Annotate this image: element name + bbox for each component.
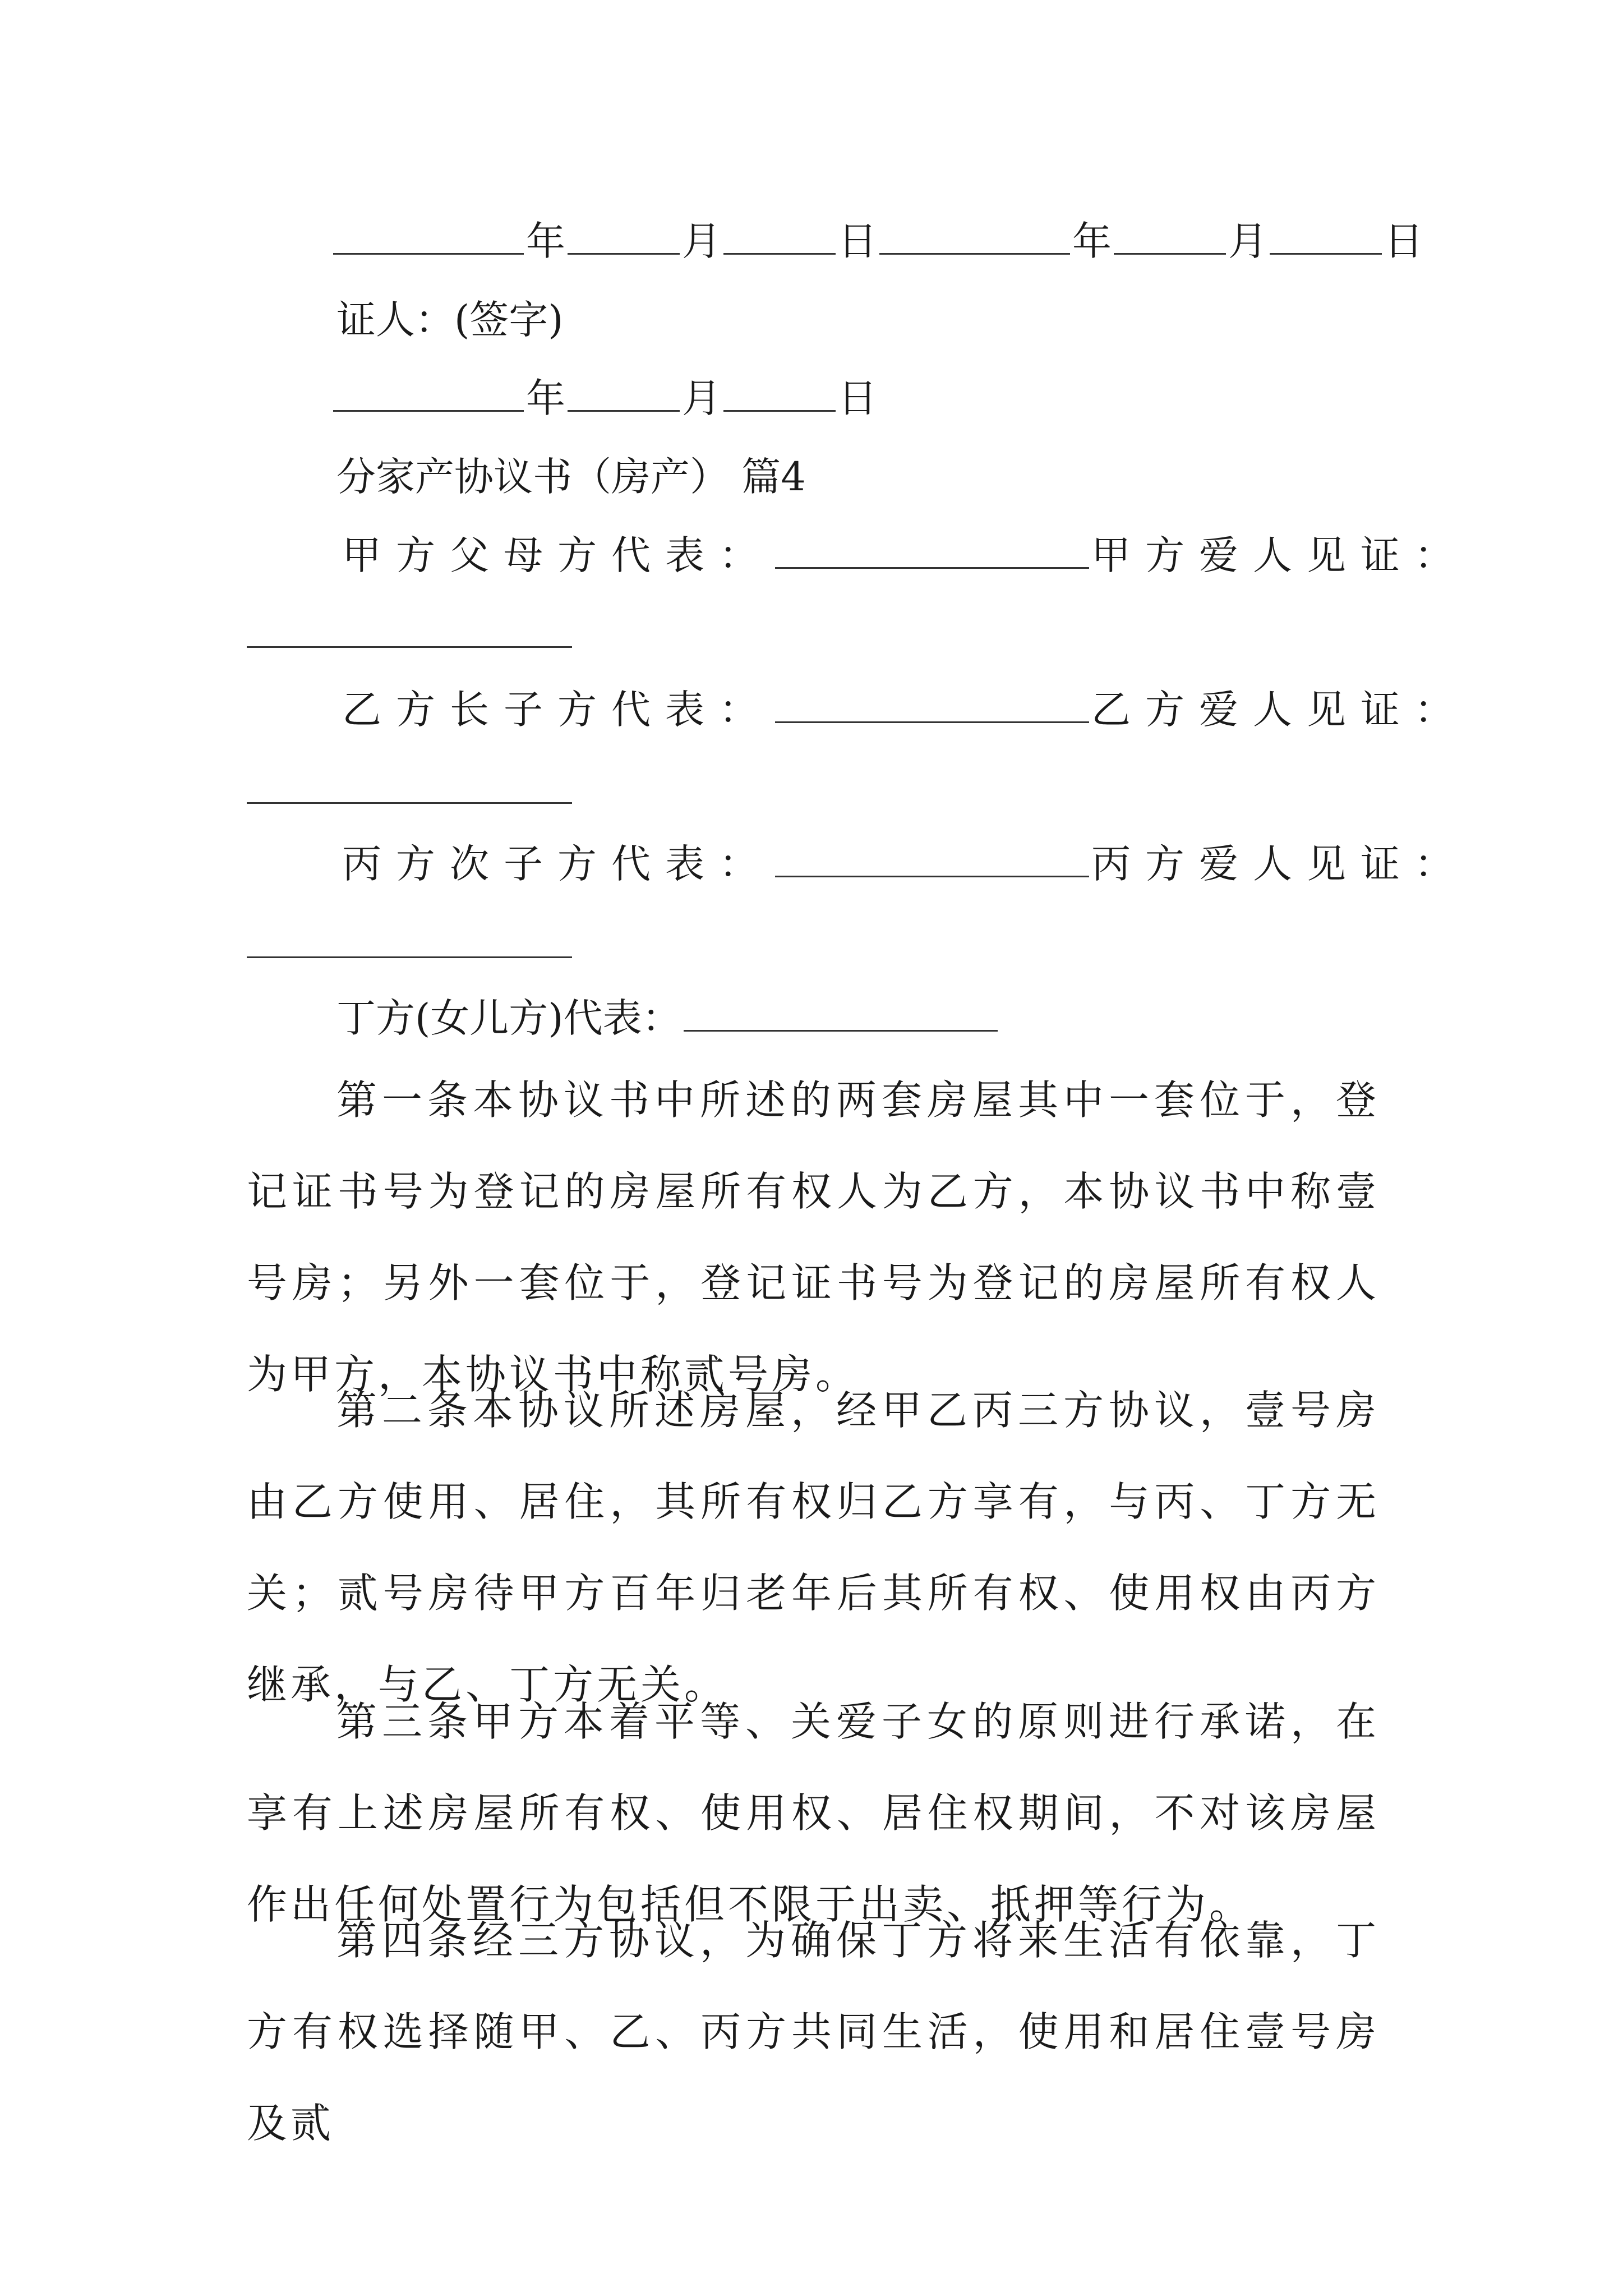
year-label: 年 xyxy=(526,375,565,421)
blank-month[interactable] xyxy=(1114,214,1226,255)
party-c-witness-field[interactable] xyxy=(247,956,572,958)
blank-day[interactable] xyxy=(723,371,836,412)
party-b-field[interactable] xyxy=(775,682,1089,723)
year-label: 年 xyxy=(526,218,565,264)
witness-date-line xyxy=(331,370,877,426)
article-3: 第三条甲方本着平等、关爱子女的原则进行承诺，在享有上述房屋所有权、使用权、居住权期间，不对该房屋作出任何处置行为包括但不限于出卖、抵押等行为。 xyxy=(247,1698,1380,1928)
party-a-witness-label: 甲方爱人见证： xyxy=(1091,532,1468,578)
blank-year[interactable] xyxy=(333,214,524,255)
party-d-field[interactable] xyxy=(684,991,998,1032)
day-label: 日 xyxy=(838,375,877,421)
day-label: 日 xyxy=(1384,218,1423,264)
witness-signature-label: 证人：(签字) xyxy=(336,297,564,343)
party-d-label: 丁方(女儿方)代表： xyxy=(336,995,681,1041)
blank-day[interactable] xyxy=(723,214,836,255)
party-b-witness-label: 乙方爱人见证： xyxy=(1091,687,1468,733)
day-label: 日 xyxy=(838,218,877,264)
blank-month[interactable] xyxy=(568,371,680,412)
blank-year[interactable] xyxy=(879,214,1070,255)
month-label: 月 xyxy=(682,218,721,264)
party-b-witness-field[interactable] xyxy=(247,802,572,804)
signature-date-line-double xyxy=(331,213,1423,269)
blank-year[interactable] xyxy=(333,371,524,412)
party-c-witness-label: 丙方爱人见证： xyxy=(1091,841,1468,887)
party-a-witness-field[interactable] xyxy=(247,646,572,648)
month-label: 月 xyxy=(1228,218,1267,264)
party-b-label: 乙方长子方代表： xyxy=(342,687,773,733)
party-c-row xyxy=(342,836,1468,892)
blank-month[interactable] xyxy=(568,214,680,255)
year-label: 年 xyxy=(1072,218,1112,264)
party-a-field[interactable] xyxy=(775,528,1089,569)
section-title: 分家产协议书（房产） 篇4 xyxy=(336,454,806,500)
month-label: 月 xyxy=(682,375,721,421)
party-a-row xyxy=(342,527,1468,583)
article-1: 第一条本协议书中所述的两套房屋其中一套位于，登记证书号为登记的房屋所有权人为乙方，本协议书中称壹号房；另外一套位于，登记证书号为登记的房屋所有权人为甲方，本协议书中称贰号房。 xyxy=(247,1076,1380,1398)
article-4: 第四条经三方协议，为确保丁方将来生活有依靠，丁方有权选择随甲、乙、丙方共同生活，使用和居住壹号房及贰 xyxy=(247,1917,1380,2147)
party-c-label: 丙方次子方代表： xyxy=(342,841,773,887)
party-c-field[interactable] xyxy=(775,836,1089,877)
article-2: 第二条本协议所述房屋，经甲乙丙三方协议，壹号房由乙方使用、居住，其所有权归乙方享有，与丙、丁方无关；贰号房待甲方百年归老年后其所有权、使用权由丙方继承，与乙、丁方无关。 xyxy=(247,1387,1380,1708)
party-b-row xyxy=(342,682,1468,738)
blank-day[interactable] xyxy=(1270,214,1382,255)
party-a-label: 甲方父母方代表： xyxy=(342,532,773,578)
party-d-row xyxy=(336,990,1000,1046)
